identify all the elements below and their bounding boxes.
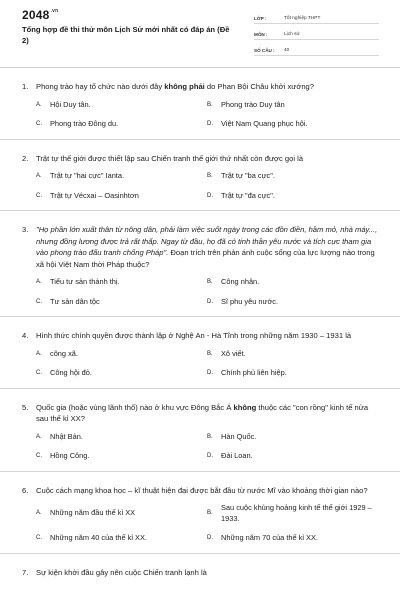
question-quote: "Họ phần lớn xuất thân từ nông dân, phải làm việc suốt ngày trong các đồn điền, hầm mỏ, nhà máy..., nhưng đồng lương được trả rất thấp. Ngay từ đầu, họ đã có tinh thần yêu nước và tích cực tham gia vào phong trào đấu tranh chống Pháp". bbox=[36, 225, 378, 257]
answer-option[interactable] bbox=[36, 171, 207, 182]
option-letter: B. bbox=[207, 510, 213, 517]
option-text: Những năm 70 của thế kỉ XX. bbox=[221, 533, 318, 542]
meta-key: SỐ CÂU : bbox=[254, 48, 275, 53]
option-letter: B. bbox=[207, 101, 213, 108]
question-text bbox=[22, 153, 378, 165]
answer-option[interactable] bbox=[207, 191, 378, 202]
option-letter: B. bbox=[207, 279, 213, 285]
option-letter: D. bbox=[207, 298, 213, 305]
question-number: 6. bbox=[22, 485, 29, 495]
meta-value: Tốt nghiệp THPT bbox=[284, 16, 321, 21]
question-text bbox=[22, 485, 378, 497]
question-text bbox=[22, 224, 378, 270]
option-letter: A. bbox=[36, 510, 42, 517]
meta-row-count bbox=[254, 42, 379, 56]
question-number: 2. bbox=[22, 153, 29, 163]
answer-option[interactable] bbox=[207, 368, 378, 379]
option-text: Những năm đầu thế kỉ XX bbox=[50, 508, 136, 518]
option-letter: A. bbox=[36, 101, 42, 108]
question-number: 5. bbox=[22, 402, 29, 412]
option-letter: A. bbox=[36, 173, 42, 179]
option-letter: C. bbox=[36, 535, 42, 541]
answer-option[interactable] bbox=[207, 171, 378, 182]
option-letter: B. bbox=[207, 173, 213, 179]
answer-option[interactable] bbox=[207, 277, 378, 288]
option-letter: A. bbox=[36, 433, 42, 440]
option-letter: C. bbox=[36, 121, 42, 127]
option-text: Đài Loan. bbox=[221, 451, 253, 460]
option-letter: C. bbox=[36, 453, 42, 459]
option-text: Sĩ phu yêu nước. bbox=[221, 296, 279, 306]
answer-option[interactable] bbox=[36, 368, 207, 379]
answer-options bbox=[22, 349, 378, 388]
question-list bbox=[0, 68, 400, 578]
option-text: Trật tự "hai cực" Ianta. bbox=[50, 171, 125, 180]
question-item bbox=[0, 554, 400, 579]
answer-options bbox=[22, 503, 378, 553]
option-letter: D. bbox=[207, 121, 213, 127]
answer-option[interactable] bbox=[207, 349, 378, 360]
question-text-part: Sự kiện khởi đầu gây nên cuộc Chiến tranh lạnh là bbox=[36, 567, 207, 577]
question-item bbox=[0, 317, 400, 389]
option-letter: D. bbox=[207, 453, 213, 459]
logo-suffix: .vn bbox=[50, 8, 59, 14]
option-letter: B. bbox=[207, 350, 213, 357]
option-text: Những năm 40 của thế kỉ XX. bbox=[50, 533, 147, 542]
question-text-part: Đoạn trích trên phản ánh cuộc sống của lực lượng nào trong xã hội Việt Nam thời Pháp thuộc? bbox=[36, 248, 375, 269]
question-text-part: Quốc gia (hoặc vùng lãnh thổ) nào ở khu vực Đông Bắc Á bbox=[36, 402, 234, 412]
question-text-part: thuộc các "con rồng" kinh tế nửa sau thế kỉ XX? bbox=[36, 402, 369, 423]
answer-options bbox=[22, 100, 378, 139]
question-text bbox=[22, 402, 378, 425]
answer-option[interactable] bbox=[207, 451, 378, 462]
logo-text: 2048 bbox=[22, 8, 50, 22]
question-item bbox=[0, 140, 400, 212]
option-text: Sau cuộc khủng hoảng kinh tế thế giới 1929 – 1933. bbox=[221, 503, 372, 523]
answer-option[interactable] bbox=[36, 277, 207, 288]
answer-option[interactable] bbox=[36, 100, 207, 111]
answer-option[interactable] bbox=[207, 533, 378, 544]
question-number: 1. bbox=[22, 82, 29, 91]
answer-option[interactable] bbox=[207, 119, 378, 130]
question-text bbox=[22, 330, 378, 342]
question-item bbox=[0, 389, 400, 472]
question-text-part: Phong trào hay tổ chức nào dưới đây bbox=[36, 82, 165, 91]
option-text: Trật tự Vécxai – Oasinhtơn bbox=[50, 190, 139, 200]
question-text-part: Trật tự thế giới được thiết lập sau Chiến tranh thế giới thứ nhất còn được gọi là bbox=[36, 153, 304, 163]
option-letter: C. bbox=[36, 298, 42, 305]
option-text: Nhật Bản. bbox=[50, 431, 83, 441]
option-text: Hội Duy tân. bbox=[50, 99, 91, 109]
question-text bbox=[22, 81, 378, 93]
option-text: Trật tự "ba cực". bbox=[221, 171, 275, 180]
answer-options bbox=[22, 277, 378, 316]
answer-option[interactable] bbox=[207, 432, 378, 443]
option-text: Phong trào Duy tân bbox=[221, 99, 285, 109]
meta-key: MÔN : bbox=[254, 32, 268, 37]
question-emphasis: không bbox=[233, 402, 257, 412]
meta-key: LỚP : bbox=[254, 16, 267, 21]
option-letter: C. bbox=[36, 370, 42, 376]
meta-row-class bbox=[254, 10, 379, 24]
option-text: Phong trào Đông du. bbox=[50, 119, 119, 128]
answer-option[interactable] bbox=[36, 191, 207, 202]
answer-option[interactable] bbox=[36, 119, 207, 130]
option-letter: D. bbox=[207, 535, 213, 541]
option-text: Hàn Quốc. bbox=[221, 431, 257, 441]
question-text-part: Hình thức chính quyền được thành lập ở Nghệ An - Hà Tĩnh trong những năm 1930 – 1931 là bbox=[36, 331, 352, 340]
option-text: Công hội đỏ. bbox=[50, 368, 92, 377]
answer-option[interactable] bbox=[36, 432, 207, 443]
meta-row-subject bbox=[254, 26, 379, 40]
option-text: Tư sản dân tộc bbox=[50, 296, 100, 306]
question-item bbox=[0, 68, 400, 140]
answer-option[interactable] bbox=[207, 503, 378, 524]
answer-option[interactable] bbox=[36, 297, 207, 308]
option-text: Hồng Công. bbox=[50, 451, 90, 460]
question-emphasis: không phải bbox=[164, 82, 205, 91]
question-number: 3. bbox=[22, 225, 29, 234]
option-text: Công nhân. bbox=[221, 277, 260, 286]
meta-value: 40 bbox=[284, 48, 290, 53]
answer-option[interactable] bbox=[207, 100, 378, 111]
document-header bbox=[0, 0, 400, 66]
option-text: Chính phủ liên hiệp. bbox=[221, 368, 287, 377]
option-text: Tiểu tư sản thành thị. bbox=[50, 277, 120, 286]
option-text: Việt Nam Quang phục hội. bbox=[221, 119, 308, 128]
question-text-part: Cuộc cách mạng khoa học – kĩ thuật hiện đại được bắt đầu từ nước Mĩ vào khoảng thời gian nào? bbox=[36, 485, 368, 495]
option-letter: B. bbox=[207, 433, 213, 440]
option-letter: A. bbox=[36, 279, 42, 285]
answer-options bbox=[22, 171, 378, 210]
question-number: 4. bbox=[22, 331, 29, 340]
answer-option[interactable] bbox=[207, 297, 378, 308]
option-letter: A. bbox=[36, 350, 42, 357]
question-item bbox=[0, 211, 400, 317]
answer-option[interactable] bbox=[36, 451, 207, 462]
page-title: Tổng hợp đề thi thử môn Lịch Sử mới nhất có đáp án (Đề 2) bbox=[22, 25, 230, 45]
question-text-part: do Phan Bội Châu khởi xướng? bbox=[204, 82, 314, 91]
answer-options bbox=[22, 432, 378, 471]
answer-option[interactable] bbox=[36, 503, 207, 524]
option-text: công xã. bbox=[50, 348, 78, 358]
meta-value: Lịch sử bbox=[284, 32, 300, 37]
option-text: Xô viết. bbox=[221, 348, 246, 358]
option-letter: D. bbox=[207, 192, 213, 199]
answer-option[interactable] bbox=[36, 349, 207, 360]
question-item bbox=[0, 472, 400, 554]
option-letter: C. bbox=[36, 192, 42, 199]
answer-option[interactable] bbox=[36, 533, 207, 544]
option-text: Trật tự "đa cực". bbox=[221, 190, 275, 200]
option-letter: D. bbox=[207, 370, 213, 376]
document-meta bbox=[254, 10, 379, 56]
question-text bbox=[22, 567, 378, 579]
question-number: 7. bbox=[22, 567, 29, 577]
